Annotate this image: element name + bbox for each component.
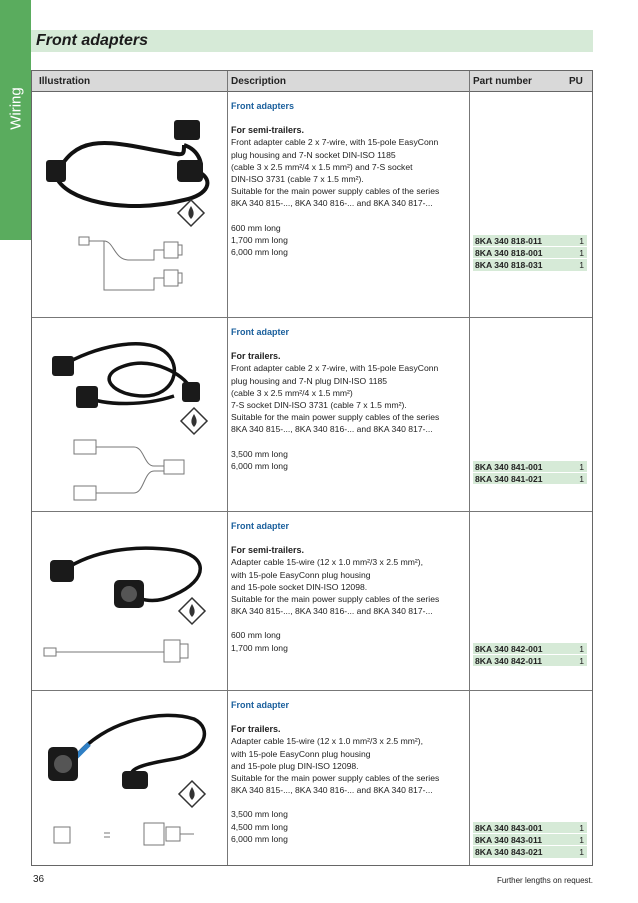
page-title-bar [31, 30, 593, 52]
desc-line: Suitable for the main power supply cables of the series [231, 594, 440, 605]
page-number: 36 [33, 874, 45, 885]
desc-line: plug housing and 7-N plug DIN-ISO 1185 [231, 375, 388, 386]
pu-value: 1 [579, 247, 584, 258]
row-description [231, 326, 468, 472]
desc-line: Adapter cable 15-wire (12 x 1.0 mm²/3 x 2.5 mm²), [231, 557, 423, 568]
desc-line: plug housing and 7-N socket DIN-ISO 1185 [231, 149, 396, 160]
pu-value: 1 [579, 259, 584, 270]
row-subtitle: For trailers. [231, 724, 281, 735]
variant-length: 600 mm long [231, 222, 281, 233]
desc-line: with 15-pole EasyConn plug housing [231, 748, 371, 759]
row-subtitle: For trailers. [231, 351, 281, 362]
desc-line: Suitable for the main power supply cables of the series [231, 773, 440, 784]
part-number-row [473, 259, 587, 270]
part-number: 8KA 340 818-031 [475, 259, 543, 270]
part-number-row [473, 643, 587, 654]
part-number-row [473, 473, 587, 484]
table-header [32, 71, 592, 92]
pu-value: 1 [579, 822, 584, 833]
part-numbers [473, 822, 587, 859]
product-illustration [34, 520, 226, 690]
col-pu: PU [569, 76, 583, 87]
part-number: 8KA 340 843-011 [475, 834, 543, 845]
variant-length: 4,500 mm long [231, 821, 288, 832]
product-illustration [34, 326, 226, 511]
product-illustration [34, 100, 226, 315]
part-number: 8KA 340 843-001 [475, 822, 543, 833]
desc-line: with 15-pole EasyConn plug housing [231, 569, 371, 580]
col-description: Description [231, 76, 287, 87]
desc-line: 8KA 340 815-..., 8KA 340 816-... and 8KA 340 817-... [231, 606, 433, 617]
desc-line: Suitable for the main power supply cables of the series [231, 412, 440, 423]
part-number-row [473, 822, 587, 833]
pu-value: 1 [579, 655, 584, 666]
side-tab [0, 0, 31, 240]
col-part-number: Part number [473, 76, 532, 87]
variant-length: 1,700 mm long [231, 642, 288, 653]
variant-length: 1,700 mm long [231, 234, 288, 245]
part-numbers [473, 643, 587, 667]
product-table [31, 70, 593, 866]
desc-line: and 15-pole plug DIN-ISO 12098. [231, 760, 359, 771]
table-row [32, 512, 592, 691]
desc-line: 7-S socket DIN-ISO 3731 (cable 7 x 1.5 mm²). [231, 400, 407, 411]
pu-value: 1 [579, 235, 584, 246]
variant-length: 600 mm long [231, 630, 281, 641]
desc-line: (cable 3 x 2.5 mm²/4 x 1.5 mm²) [231, 387, 353, 398]
variant-length: 3,500 mm long [231, 448, 288, 459]
pu-value: 1 [579, 643, 584, 654]
pu-value: 1 [579, 834, 584, 845]
part-number-row [473, 846, 587, 857]
desc-line: Adapter cable 15-wire (12 x 1.0 mm²/3 x 2.5 mm²), [231, 736, 423, 747]
table-row [32, 92, 592, 318]
part-number: 8KA 340 818-011 [475, 235, 543, 246]
col-illustration: Illustration [39, 76, 91, 87]
row-title: Front adapters [231, 101, 295, 111]
desc-line: Front adapter cable 2 x 7-wire, with 15-pole EasyConn [231, 137, 439, 148]
pu-value: 1 [579, 473, 584, 484]
part-number: 8KA 340 843-021 [475, 846, 543, 857]
part-number: 8KA 340 842-001 [475, 643, 543, 654]
product-illustration [34, 699, 226, 864]
page-title: Front adapters [36, 32, 149, 49]
row-title: Front adapter [231, 327, 290, 337]
desc-line: 8KA 340 815-..., 8KA 340 816-... and 8KA 340 817-... [231, 424, 433, 435]
part-numbers [473, 235, 587, 272]
part-number: 8KA 340 841-001 [475, 461, 543, 472]
table-row [32, 691, 592, 865]
footer-note: Further lengths on request. [496, 876, 593, 885]
desc-line: 8KA 340 815-..., 8KA 340 816-... and 8KA 340 817-... [231, 198, 433, 209]
row-title: Front adapter [231, 700, 290, 710]
pu-value: 1 [579, 846, 584, 857]
row-title: Front adapter [231, 521, 290, 531]
part-numbers [473, 461, 587, 485]
variant-length: 3,500 mm long [231, 809, 288, 820]
part-number-row [473, 235, 587, 246]
row-description [231, 100, 468, 258]
row-subtitle: For semi-trailers. [231, 545, 305, 556]
desc-line: Front adapter cable 2 x 7-wire, with 15-pole EasyConn [231, 363, 439, 374]
table-row [32, 318, 592, 512]
variant-length: 6,000 mm long [231, 247, 288, 258]
part-number-row [473, 655, 587, 666]
part-number: 8KA 340 818-001 [475, 247, 543, 258]
desc-line: and 15-pole socket DIN-ISO 12098. [231, 581, 368, 592]
part-number-row [473, 461, 587, 472]
variant-length: 6,000 mm long [231, 460, 288, 471]
desc-line: DIN-ISO 3731 (cable 7 x 1.5 mm²). [231, 174, 364, 185]
part-number-row [473, 247, 587, 258]
pu-value: 1 [579, 461, 584, 472]
part-number-row [473, 834, 587, 845]
row-subtitle: For semi-trailers. [231, 125, 305, 136]
part-number: 8KA 340 841-021 [475, 473, 543, 484]
desc-line: Suitable for the main power supply cables of the series [231, 186, 440, 197]
desc-line: 8KA 340 815-..., 8KA 340 816-... and 8KA 340 817-... [231, 785, 433, 796]
part-number: 8KA 340 842-011 [475, 655, 543, 666]
desc-line: (cable 3 x 2.5 mm²/4 x 1.5 mm²) and 7-S socket [231, 161, 413, 172]
variant-length: 6,000 mm long [231, 833, 288, 844]
side-tab-label: Wiring [7, 87, 25, 130]
row-description [231, 699, 468, 845]
row-description [231, 520, 468, 654]
